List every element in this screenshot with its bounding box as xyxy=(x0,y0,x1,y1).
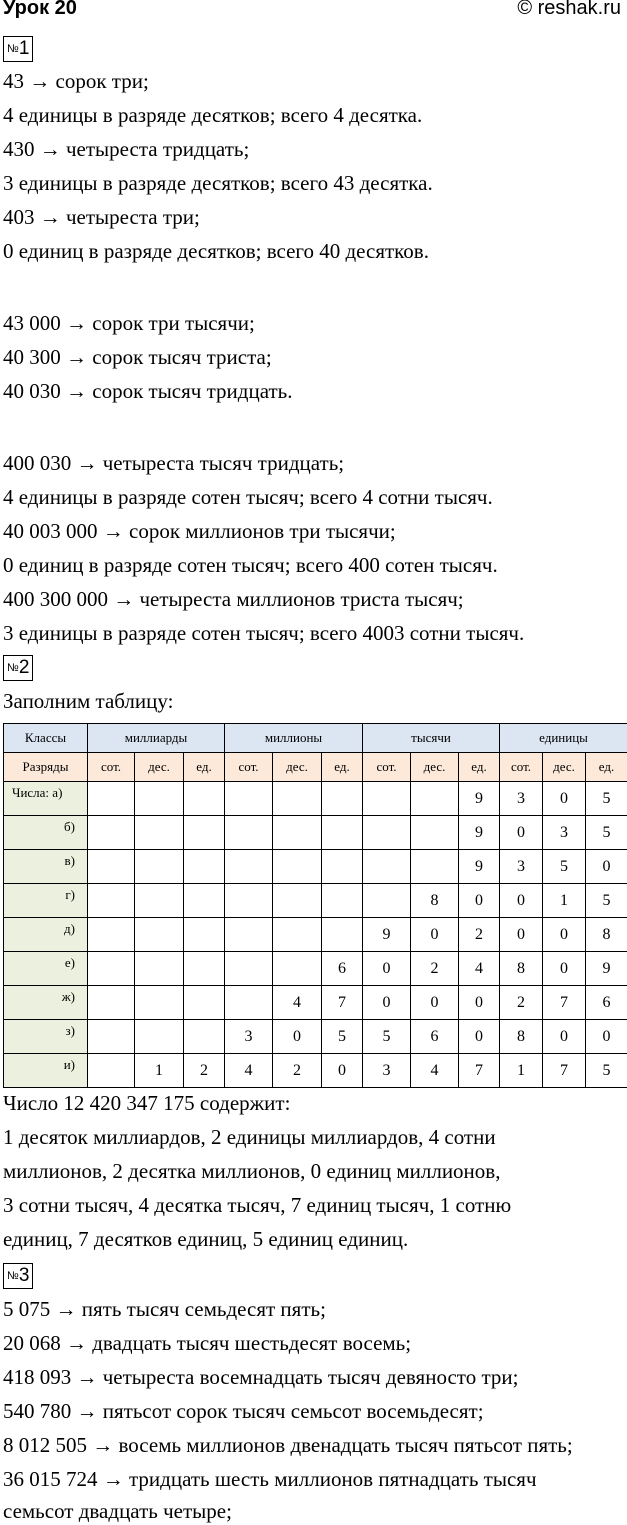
row-label: д) xyxy=(4,918,88,952)
row-label: ж) xyxy=(4,986,88,1020)
digit-cell xyxy=(273,952,322,986)
digit-cell xyxy=(273,918,322,952)
digit-cell: 0 xyxy=(459,1020,500,1054)
task1-line: 403 → четыреста три; xyxy=(3,205,200,229)
number-sign: № xyxy=(7,1270,19,1282)
digit-cell: 8 xyxy=(500,1020,543,1054)
digit-cell xyxy=(135,816,184,850)
rank-header: дес. xyxy=(543,753,586,782)
ranks-row xyxy=(4,753,627,782)
digit-cell: 8 xyxy=(500,952,543,986)
digit-cell: 5 xyxy=(322,1020,363,1054)
digit-cell: 8 xyxy=(586,918,627,952)
task2-number: 2 xyxy=(18,657,30,678)
task2-line: единиц, 7 десятков единиц, 5 единиц единиц. xyxy=(3,1227,409,1251)
digit-cell: 2 xyxy=(184,1054,225,1088)
task3-line: 418 093 → четыреста восемнадцать тысяч девяносто три; xyxy=(3,1365,519,1389)
digit-cell: 4 xyxy=(225,1054,273,1088)
task2-line: Число 12 420 347 175 содержит: xyxy=(3,1091,291,1115)
digit-cell xyxy=(184,986,225,1020)
digit-cell: 9 xyxy=(586,952,627,986)
table-row xyxy=(4,986,627,1020)
digit-cell: 0 xyxy=(500,918,543,952)
digit-cell xyxy=(225,918,273,952)
digit-cell: 0 xyxy=(411,986,459,1020)
digit-cell xyxy=(88,986,135,1020)
table-row xyxy=(4,816,627,850)
digit-cell xyxy=(184,952,225,986)
digit-cell xyxy=(225,952,273,986)
digit-cell: 2 xyxy=(459,918,500,952)
digit-cell: 0 xyxy=(543,918,586,952)
digit-cell: 7 xyxy=(459,1054,500,1088)
digit-cell xyxy=(411,850,459,884)
digit-cell xyxy=(135,850,184,884)
row-label: г) xyxy=(4,884,88,918)
digit-cell xyxy=(88,782,135,816)
digit-cell: 6 xyxy=(322,952,363,986)
digit-cell xyxy=(273,850,322,884)
digit-cell: 9 xyxy=(459,816,500,850)
digit-cell xyxy=(363,884,411,918)
digit-cell xyxy=(273,782,322,816)
digit-cell xyxy=(88,1020,135,1054)
digit-cell: 2 xyxy=(273,1054,322,1088)
rank-header: сот. xyxy=(225,753,273,782)
class-header: тысячи xyxy=(363,724,500,753)
digit-cell xyxy=(363,850,411,884)
task3-line: 36 015 724 → тридцать шесть миллионов пятнадцать тысяч xyxy=(3,1467,537,1491)
digit-cell: 3 xyxy=(225,1020,273,1054)
task3-line: 540 780 → пятьсот сорок тысяч семьсот восемьдесят; xyxy=(3,1399,484,1423)
digit-cell: 0 xyxy=(586,850,627,884)
row-label: Числа: а) xyxy=(4,782,88,816)
digit-cell: 0 xyxy=(273,1020,322,1054)
digit-cell: 4 xyxy=(459,952,500,986)
digit-cell xyxy=(273,884,322,918)
rank-header: сот. xyxy=(500,753,543,782)
task1-line: 0 единиц в разряде сотен тысяч; всего 400 сотен тысяч. xyxy=(3,553,498,577)
digit-cell: 0 xyxy=(500,884,543,918)
number-sign: № xyxy=(7,662,19,674)
task1-line: 4 единицы в разряде десятков; всего 4 десятка. xyxy=(3,103,423,127)
digit-cell: 5 xyxy=(586,782,627,816)
task1-line: 3 единицы в разряде сотен тысяч; всего 4003 сотни тысяч. xyxy=(3,621,525,645)
digit-cell: 7 xyxy=(543,1054,586,1088)
classes-row xyxy=(4,724,627,753)
row-label: и) xyxy=(4,1054,88,1088)
digit-cell xyxy=(184,850,225,884)
digit-cell: 4 xyxy=(411,1054,459,1088)
rank-header: дес. xyxy=(411,753,459,782)
digit-cell: 3 xyxy=(363,1054,411,1088)
row-label: в) xyxy=(4,850,88,884)
classes-label: Классы xyxy=(4,724,88,753)
site-credit: © reshak.ru xyxy=(517,0,621,19)
rank-header: ед. xyxy=(586,753,627,782)
task1-line: 430 → четыреста тридцать; xyxy=(3,137,250,161)
page-header xyxy=(0,0,627,22)
digit-cell xyxy=(322,884,363,918)
table-row xyxy=(4,1054,627,1088)
rank-header: ед. xyxy=(184,753,225,782)
digit-cell: 9 xyxy=(363,918,411,952)
digit-cell xyxy=(363,782,411,816)
place-value-table xyxy=(3,723,627,1088)
task2-line: 3 сотни тысяч, 4 десятка тысяч, 7 единиц тысяч, 1 сотню xyxy=(3,1193,512,1217)
digit-cell xyxy=(225,816,273,850)
task1-line: 40 003 000 → сорок миллионов три тысячи; xyxy=(3,519,396,543)
digit-cell xyxy=(184,782,225,816)
digit-cell: 4 xyxy=(273,986,322,1020)
digit-cell: 1 xyxy=(135,1054,184,1088)
digit-cell: 0 xyxy=(363,986,411,1020)
digit-cell xyxy=(225,850,273,884)
rank-header: дес. xyxy=(135,753,184,782)
digit-cell xyxy=(225,884,273,918)
digit-cell: 6 xyxy=(411,1020,459,1054)
digit-cell: 1 xyxy=(500,1054,543,1088)
digit-cell: 1 xyxy=(543,884,586,918)
task3-number-box xyxy=(3,1263,33,1289)
digit-cell xyxy=(135,884,184,918)
digit-cell: 5 xyxy=(586,816,627,850)
digit-cell xyxy=(411,782,459,816)
digit-cell xyxy=(88,918,135,952)
digit-cell: 0 xyxy=(543,952,586,986)
digit-cell: 3 xyxy=(500,850,543,884)
rank-header: дес. xyxy=(273,753,322,782)
digit-cell: 0 xyxy=(500,816,543,850)
digit-cell xyxy=(322,782,363,816)
digit-cell xyxy=(273,816,322,850)
digit-cell: 0 xyxy=(586,1020,627,1054)
digit-cell xyxy=(135,986,184,1020)
task1-line: 4 единицы в разряде сотен тысяч; всего 4 сотни тысяч. xyxy=(3,485,493,509)
table-row xyxy=(4,1020,627,1054)
row-label: е) xyxy=(4,952,88,986)
digit-cell xyxy=(184,1020,225,1054)
digit-cell: 0 xyxy=(322,1054,363,1088)
row-label: б) xyxy=(4,816,88,850)
class-header: миллиарды xyxy=(88,724,225,753)
digit-cell xyxy=(322,816,363,850)
digit-cell: 0 xyxy=(459,986,500,1020)
task1-number: 1 xyxy=(18,38,30,59)
digit-cell: 0 xyxy=(363,952,411,986)
task1-line: 43 → сорок три; xyxy=(3,69,149,93)
table-row xyxy=(4,850,627,884)
digit-cell xyxy=(411,816,459,850)
digit-cell xyxy=(88,816,135,850)
number-sign: № xyxy=(7,43,19,55)
digit-cell: 0 xyxy=(411,918,459,952)
digit-cell: 7 xyxy=(543,986,586,1020)
class-header: единицы xyxy=(500,724,627,753)
digit-cell xyxy=(88,952,135,986)
digit-cell: 5 xyxy=(586,1054,627,1088)
task1-line: 40 300 → сорок тысяч триста; xyxy=(3,345,272,369)
digit-cell xyxy=(135,782,184,816)
digit-cell: 9 xyxy=(459,850,500,884)
task1-line: 400 030 → четыреста тысяч тридцать; xyxy=(3,451,345,475)
rank-header: ед. xyxy=(322,753,363,782)
rank-header: ед. xyxy=(459,753,500,782)
task1-number-box xyxy=(3,36,33,62)
task3-line: 8 012 505 → восемь миллионов двенадцать тысяч пятьсот пять; xyxy=(3,1433,573,1457)
digit-cell xyxy=(184,884,225,918)
rank-header: сот. xyxy=(88,753,135,782)
task1-line: 0 единиц в разряде десятков; всего 40 десятков. xyxy=(3,239,429,263)
digit-cell xyxy=(225,782,273,816)
digit-cell: 2 xyxy=(500,986,543,1020)
digit-cell xyxy=(184,918,225,952)
digit-cell xyxy=(322,850,363,884)
digit-cell: 0 xyxy=(543,1020,586,1054)
table-row xyxy=(4,918,627,952)
digit-cell: 0 xyxy=(459,884,500,918)
digit-cell: 3 xyxy=(543,816,586,850)
digit-cell: 6 xyxy=(586,986,627,1020)
digit-cell xyxy=(88,850,135,884)
digit-cell xyxy=(88,884,135,918)
digit-cell xyxy=(225,986,273,1020)
digit-cell xyxy=(363,816,411,850)
digit-cell xyxy=(88,1054,135,1088)
table-row xyxy=(4,884,627,918)
task1-line: 43 000 → сорок три тысячи; xyxy=(3,311,255,335)
table-row xyxy=(4,952,627,986)
digit-cell: 3 xyxy=(500,782,543,816)
digit-cell: 2 xyxy=(411,952,459,986)
digit-cell xyxy=(322,918,363,952)
task3-line: семьсот двадцать четыре; xyxy=(3,1499,232,1523)
rank-header: сот. xyxy=(363,753,411,782)
digit-cell xyxy=(184,816,225,850)
digit-cell xyxy=(135,1020,184,1054)
lesson-title: Урок 20 xyxy=(3,0,77,19)
task2-line: миллионов, 2 десятка миллионов, 0 единиц миллионов, xyxy=(3,1159,501,1183)
digit-cell: 5 xyxy=(543,850,586,884)
digit-cell: 9 xyxy=(459,782,500,816)
class-header: миллионы xyxy=(225,724,363,753)
digit-cell: 8 xyxy=(411,884,459,918)
task3-number: 3 xyxy=(18,1265,30,1286)
task3-line: 20 068 → двадцать тысяч шестьдесят восемь; xyxy=(3,1331,412,1355)
digit-cell xyxy=(135,952,184,986)
row-label: з) xyxy=(4,1020,88,1054)
digit-cell: 5 xyxy=(363,1020,411,1054)
task2-line: 1 десяток миллиардов, 2 единицы миллиардов, 4 сотни xyxy=(3,1125,496,1149)
task3-line: 5 075 → пять тысяч семьдесят пять; xyxy=(3,1297,326,1321)
table-row xyxy=(4,782,627,816)
task1-line: 3 единицы в разряде десятков; всего 43 десятка. xyxy=(3,171,433,195)
ranks-label: Разряды xyxy=(4,753,88,782)
digit-cell: 7 xyxy=(322,986,363,1020)
digit-cell xyxy=(135,918,184,952)
task1-line: 400 300 000 → четыреста миллионов триста тысяч; xyxy=(3,587,464,611)
task1-line: 40 030 → сорок тысяч тридцать. xyxy=(3,379,293,403)
digit-cell: 5 xyxy=(586,884,627,918)
task2-number-box xyxy=(3,655,33,681)
task2-intro: Заполним таблицу: xyxy=(3,689,174,713)
digit-cell: 0 xyxy=(543,782,586,816)
